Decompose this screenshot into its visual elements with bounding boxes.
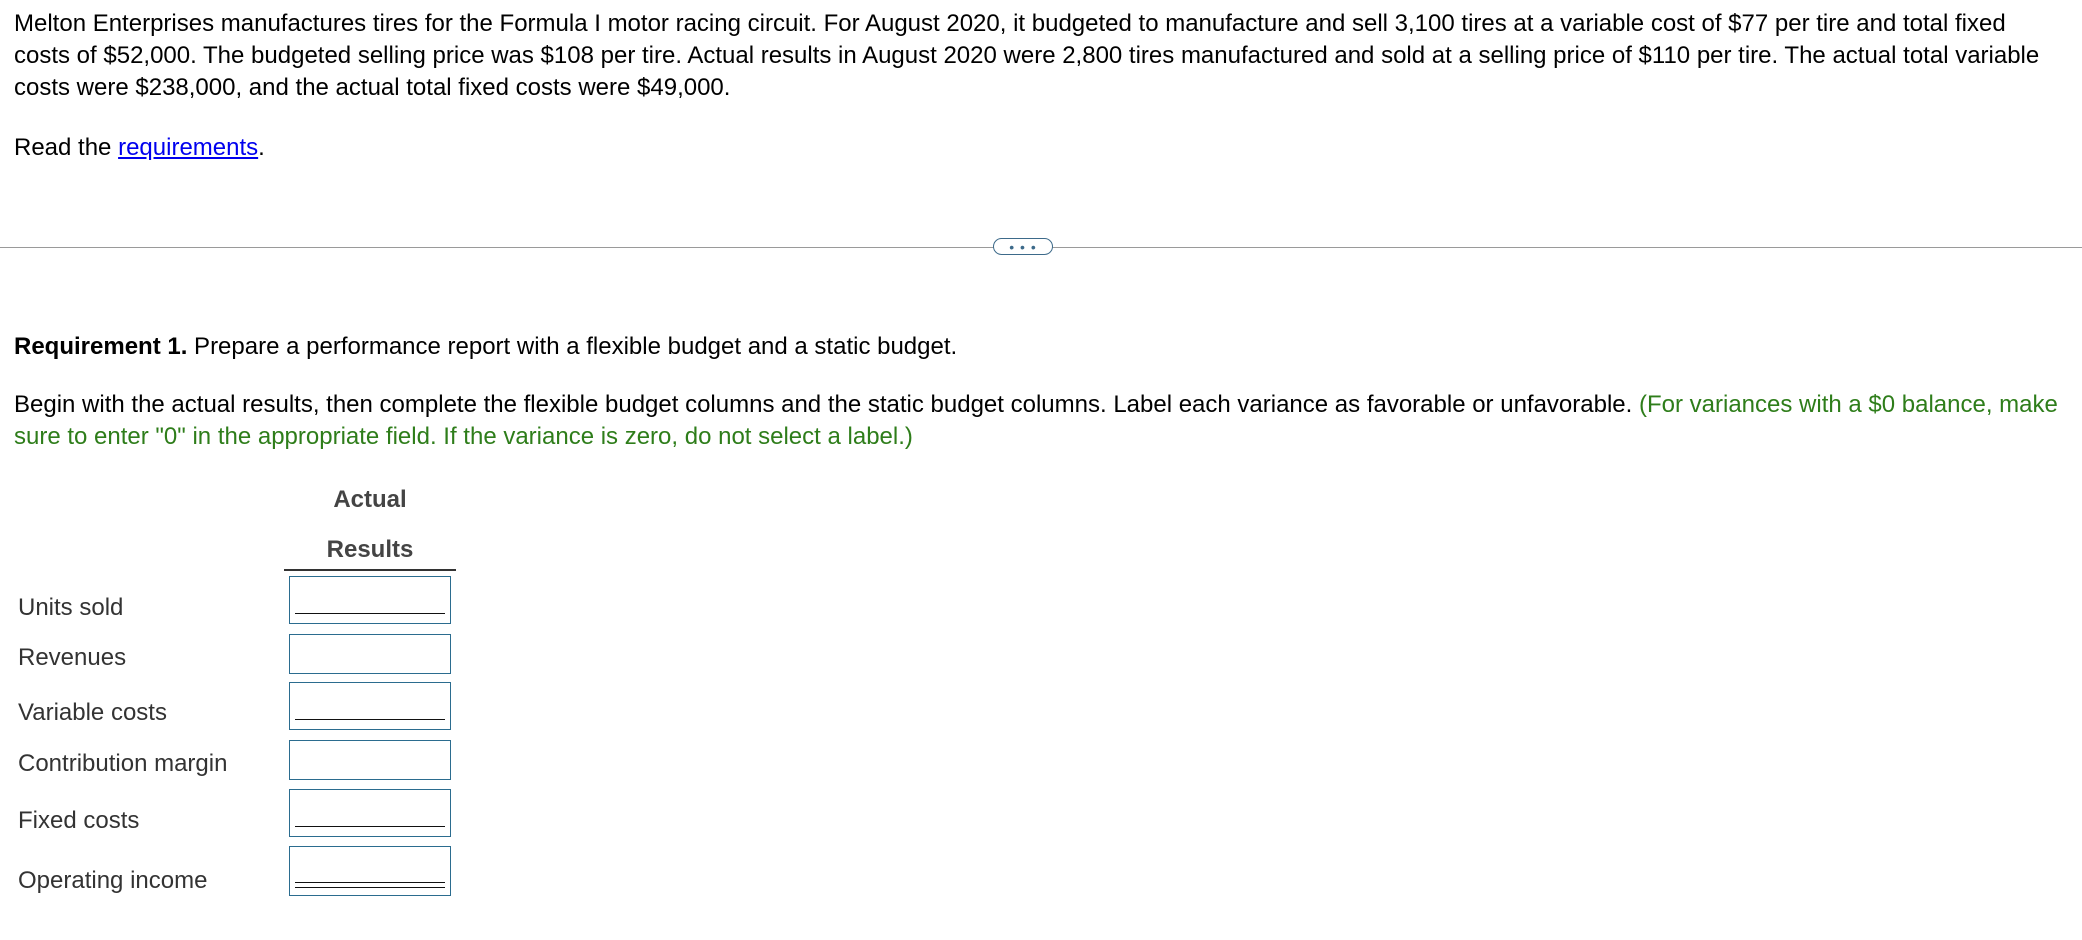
variable-costs-input[interactable] <box>289 682 451 730</box>
requirement-heading <box>14 331 957 363</box>
instructions-text: Begin with the actual results, then complete the flexible budget columns and the static budget columns. Label each variance as favorable or unfavorable. <box>14 391 1639 418</box>
instructions-note: (For variances with a $0 balance, make sure to enter "0" in the appropriate field. If the variance is zero, do not select a label.) <box>14 391 2058 450</box>
read-prefix: Read the <box>14 134 119 161</box>
row-label-revenues: Revenues <box>18 644 127 671</box>
row-label-operating-income: Operating income <box>18 867 208 894</box>
read-requirements-line <box>14 132 265 164</box>
requirement-label: Requirement 1. <box>14 333 188 360</box>
requirement-instructions <box>14 389 2064 453</box>
column-header-actual: Actual <box>333 486 407 513</box>
requirement-text: Prepare a performance report with a flexible budget and a static budget. <box>187 333 958 360</box>
problem-intro: Melton Enterprises manufactures tires for the Formula I motor racing circuit. For August 2020, it budgeted to manufacture and sell 3,100 tires at a variable cost of $77 per tire and total fixed costs of $52,000. The budgeted selling price was $108 per tire. Actual results in August 2020 were 2,800 tires manufactured and sold at a selling price of $110 per tire. The actual total variable costs were $238,000, and the actual total fixed costs were $49,000. <box>14 10 2040 101</box>
row-label-fixed-costs: Fixed costs <box>18 807 140 834</box>
units-sold-input[interactable] <box>289 576 451 624</box>
fixed-costs-input[interactable] <box>289 789 451 837</box>
requirements-link[interactable]: requirements <box>118 134 259 161</box>
column-header-results: Results <box>326 536 414 563</box>
operating-income-input[interactable] <box>289 846 451 896</box>
revenues-input[interactable] <box>289 634 451 674</box>
row-label-variable-costs: Variable costs <box>18 699 167 726</box>
column-header-underline <box>284 569 456 571</box>
read-suffix: . <box>258 134 265 161</box>
row-label-units-sold: Units sold <box>18 594 124 621</box>
contribution-margin-input[interactable] <box>289 740 451 780</box>
expand-more-button[interactable]: • • • <box>993 238 1053 255</box>
row-label-contribution-margin: Contribution margin <box>18 750 228 777</box>
